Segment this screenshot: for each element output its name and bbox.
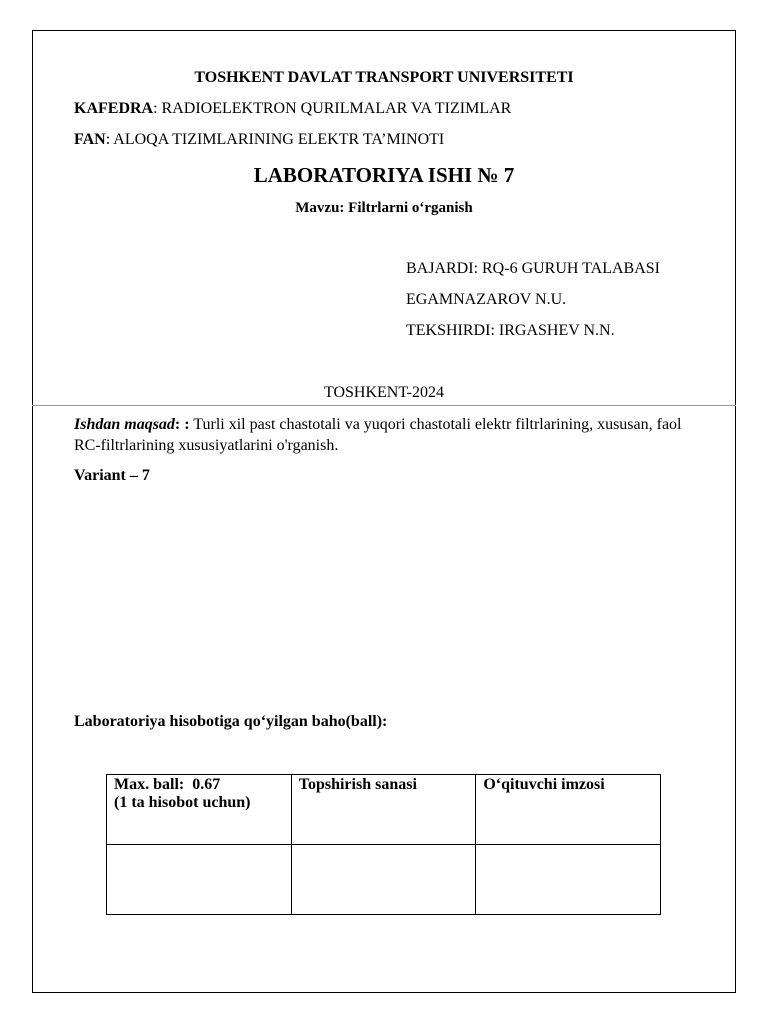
- university-name: TOSHKENT DAVLAT TRANSPORT UNIVERSITETI: [194, 69, 574, 86]
- table-cell: [291, 845, 476, 915]
- purpose-label: Ishdan maqsad: [74, 416, 175, 433]
- grade-table: [106, 774, 661, 915]
- variant: Variant – 7: [74, 467, 150, 484]
- grade-label: Laboratoriya hisobotiga qo‘yilgan baho(ball):: [74, 713, 388, 730]
- max-ball-note: (1 ta hisobot uchun): [114, 794, 251, 811]
- subject-line: [74, 131, 444, 149]
- signature-header: O‘qituvchi imzosi: [483, 776, 605, 793]
- subject-label: FAN: [74, 131, 106, 148]
- date-header-cell: [291, 775, 476, 845]
- purpose-separator: : :: [174, 416, 190, 433]
- topic: Mavzu: Filtrlarni o‘rganish: [295, 200, 473, 216]
- department-label: KAFEDRA: [74, 100, 154, 117]
- department-line: [74, 100, 511, 118]
- table-cell: [476, 845, 661, 915]
- table-row: [107, 845, 661, 915]
- checked-by: TEKSHIRDI: IRGASHEV N.N.: [406, 322, 615, 339]
- table-cell: [107, 845, 292, 915]
- signature-header-cell: [476, 775, 661, 845]
- purpose-paragraph: [74, 414, 694, 456]
- lab-title: LABORATORIYA ISHI № 7: [253, 163, 515, 187]
- performed-by: BAJARDI: RQ-6 GURUH TALABASI: [406, 260, 660, 277]
- subject-value: : ALOQA TIZIMLARINING ELEKTR TA’MINOTI: [105, 131, 445, 148]
- city-year: TOSHKENT-2024: [323, 384, 444, 401]
- section-divider: [32, 405, 736, 406]
- purpose-text: Turli xil past chastotali va yuqori chastotali elektr filtrlarining, xususan, faol RC-filtrlarining xususiyatlarini o'rganish.: [74, 416, 682, 454]
- table-header-row: [107, 775, 661, 845]
- student-name: EGAMNAZAROV N.U.: [406, 291, 567, 308]
- department-value: : RADIOELEKTRON QURILMALAR VA TIZIMLAR: [153, 100, 512, 117]
- max-ball-text: Max. ball: 0.67: [114, 776, 221, 793]
- max-ball-cell: [107, 775, 292, 845]
- date-header: Topshirish sanasi: [298, 776, 417, 793]
